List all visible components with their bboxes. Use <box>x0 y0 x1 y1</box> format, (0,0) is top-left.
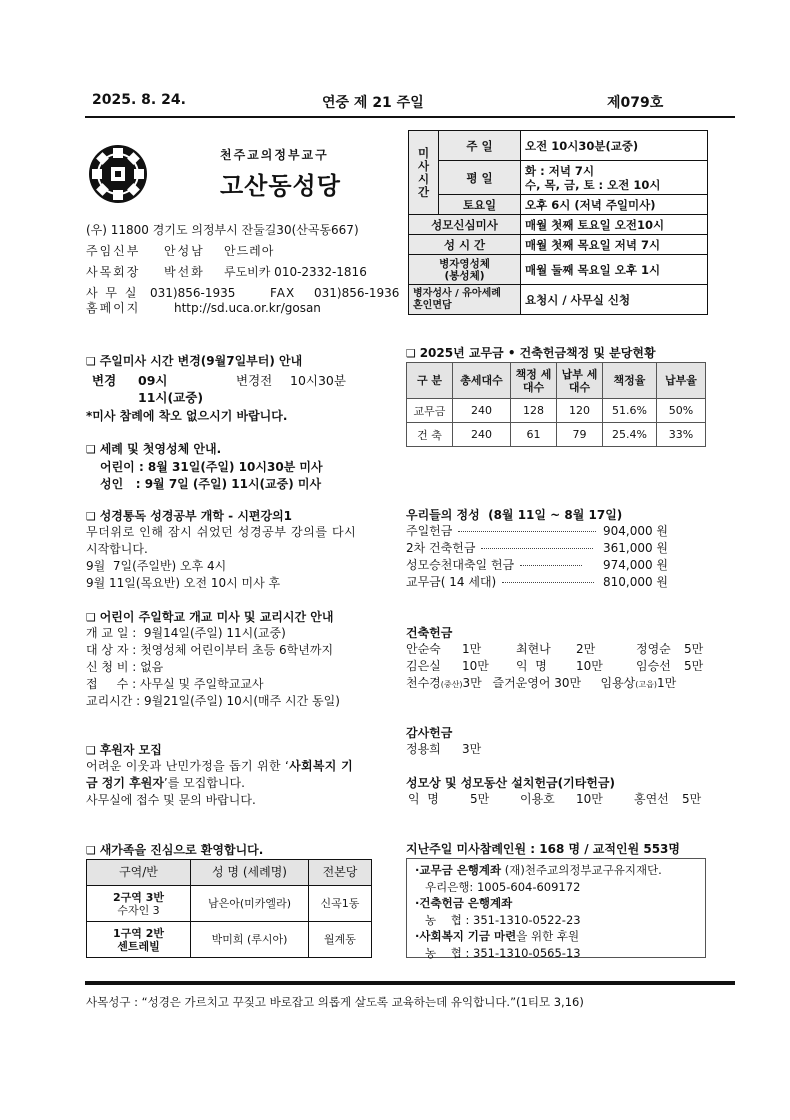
mass-label-sunday: 주 일 <box>439 131 521 161</box>
table-row <box>407 423 706 447</box>
notice-school-title: ❑ 어린이 주일학교 개교 미사 및 교리시간 안내 <box>86 608 340 625</box>
donor-parish: (중산) <box>440 680 463 689</box>
statue-title: 성모상 및 성모동산 설치헌금(기타헌금) <box>406 776 615 790</box>
donor-name: 임승선 <box>636 659 671 673</box>
pastor-baptism: 안드레아 <box>224 244 275 258</box>
pastor-name: 안성남 <box>164 244 205 258</box>
account-3-number: 농 협 : 351-1310-0565-13 <box>425 945 581 960</box>
address: (우) 11800 경기도 의정부시 잔둘길30(산곡동667) <box>86 223 359 237</box>
offering-label: 2차 건축헌금 <box>406 541 476 555</box>
contrib-cell: 51.6% <box>603 399 657 423</box>
mass-label-marian: 성모신심미사 <box>409 215 521 235</box>
sponsor-line1-b: 사회복지 기 <box>289 759 354 773</box>
account-2 <box>415 895 697 912</box>
sponsor-line2-a: 금 정기 후원자 <box>86 776 164 790</box>
building-row <box>406 675 706 693</box>
liturgical-title: 연중 제 21 주일 <box>322 95 424 111</box>
newfam-name: 박미희 (루시아) <box>191 922 309 958</box>
council-name: 박선화 <box>164 265 205 279</box>
notice-mass-title: ❑ 주일미사 시간 변경(9월7일부터) 안내 <box>86 352 346 369</box>
building-offering-section <box>406 624 706 693</box>
donor-name: 천수경 <box>406 676 441 690</box>
newfam-header-name: 성 명 (세례명) <box>191 860 309 886</box>
mass-label-saturday: 토요일 <box>439 195 521 215</box>
mass-label-holy-hour: 성 시 간 <box>409 235 521 255</box>
school-line2: 대 상 자 : 첫영성체 어린이부터 초등 6학년까지 <box>86 643 334 657</box>
mass-times-table <box>408 130 708 315</box>
notice-sponsor-title: ❑ 후원자 모집 <box>86 741 353 758</box>
contrib-cell: 240 <box>453 399 511 423</box>
contrib-header-paid: 납부 세대수 <box>557 363 603 399</box>
issue-number: 제079호 <box>607 95 664 111</box>
bulletin-date: 2025. 8. 24. <box>92 92 186 108</box>
bible-line2: 시작합니다. <box>86 542 148 556</box>
thanks-row <box>406 741 481 758</box>
bank-accounts-box <box>406 858 706 958</box>
baptism-children: 어린이 : 8월 31일(주일) 10시30분 미사 <box>100 460 323 474</box>
offering-amount: 361,000 원 <box>602 541 668 555</box>
mass-group-text: 미 사 시 간 <box>417 145 430 199</box>
mass-label-sick-communion <box>409 255 521 285</box>
donor-name: 김은실 <box>406 659 441 673</box>
building-row <box>406 658 706 675</box>
donor-name: 익 명 <box>516 659 547 673</box>
office-label: 사 무 실 <box>86 286 139 300</box>
donor-name: 홍연선 <box>634 792 669 806</box>
thanks-offering-section <box>406 724 481 758</box>
account-2-number: 농 협 : 351-1310-0522-23 <box>425 912 581 927</box>
mass-value-sacraments: 요청시 / 사무실 신청 <box>521 285 708 315</box>
offering-label: 교무금( 14 세대) <box>406 575 497 589</box>
weekday-line1: 화 : 저녁 7시 <box>525 163 595 178</box>
sacraments-line1: 병자성사 / 유아세례 <box>413 287 501 299</box>
mass-value-weekday <box>521 161 708 195</box>
donor-amount: 5만 <box>684 642 704 656</box>
change-time: 09시 <box>138 373 168 388</box>
sponsor-line1 <box>86 758 353 775</box>
mass-label-weekday: 평 일 <box>439 161 521 195</box>
offering-row <box>406 574 706 591</box>
contrib-cell: 33% <box>657 423 706 447</box>
notice-sponsor <box>86 741 353 809</box>
sick-communion-line2: (봉성체) <box>444 269 485 282</box>
council-row <box>86 262 399 283</box>
header-divider <box>85 116 735 118</box>
donor-amount: 5만 <box>684 659 704 673</box>
donor-name: 이용호 <box>520 792 555 806</box>
offering-row <box>406 557 706 574</box>
newfam-zone-line2: 수자인 3 <box>117 903 160 917</box>
table-row <box>87 922 372 958</box>
bible-line3: 9월 7일(주일반) 오후 4시 <box>86 559 227 573</box>
mass-value-saturday: 오후 6시 (저녁 주일미사) <box>521 195 708 215</box>
contrib-cell: 50% <box>657 399 706 423</box>
account-1-owner: (재)천주교의정부교구유지재단. <box>501 863 662 877</box>
donor-amount: 10만 <box>462 659 489 673</box>
notice-sunday-school <box>86 608 340 710</box>
offering-label: 주일헌금 <box>406 524 453 538</box>
sick-communion-line1: 병자영성체 <box>439 257 490 270</box>
parish-info <box>86 220 399 316</box>
newfam-header-prev: 전본당 <box>309 860 372 886</box>
council-label: 사목회장 <box>86 265 141 279</box>
account-1-number: 우리은행: 1005-604-609172 <box>425 879 581 894</box>
account-1 <box>415 862 697 879</box>
school-line5: 교리시간 : 9월21일(주일) 10시(매주 시간 동일) <box>86 694 340 708</box>
offerings-section <box>406 506 706 591</box>
sponsor-line2 <box>86 775 353 792</box>
donor-name: 익 명 <box>408 792 439 806</box>
school-line1: 개 교 일 : 9월14일(주일) 11시(교중) <box>86 626 286 640</box>
newfam-header-zone: 구역/반 <box>87 860 191 886</box>
pastoral-motto: 사목성구 : “성경은 가르치고 꾸짖고 바로잡고 의롭게 살도록 교육하는데 유익합니다.”(1티모 3,16) <box>86 995 584 1009</box>
contrib-cell: 교무금 <box>407 399 453 423</box>
contrib-cell: 61 <box>511 423 557 447</box>
contrib-cell: 25.4% <box>603 423 657 447</box>
table-row <box>407 399 706 423</box>
contrib-cell: 128 <box>511 399 557 423</box>
donor-name: 정용희 <box>406 742 441 756</box>
donor-amount: 3만 <box>462 676 482 690</box>
donor-parish: (고읍) <box>635 680 657 689</box>
offering-label: 성모승천대축일 헌금 <box>406 558 515 572</box>
statue-row <box>406 791 706 808</box>
contrib-header-pay-rate: 납부율 <box>657 363 706 399</box>
sacraments-line2: 혼인면담 <box>413 299 452 311</box>
offering-row <box>406 523 706 540</box>
bible-line4: 9월 11일(목요반) 오전 10시 미사 후 <box>86 576 281 590</box>
newfam-zone-line1: 2구역 3반 <box>112 890 164 904</box>
mass-label-sacraments <box>409 285 521 315</box>
contrib-header-assigned: 책정 세대수 <box>511 363 557 399</box>
building-row <box>406 641 706 658</box>
contrib-title: ❑ 2025년 교무금 • 건축헌금책정 및 분당현황 <box>406 344 656 361</box>
baptism-adults: 성인 : 9월 7일 (주일) 11시(교중) 미사 <box>100 477 322 491</box>
parish-name: 고산동성당 <box>220 172 341 200</box>
sponsor-line3: 사무실에 접수 및 문의 바랍니다. <box>86 793 256 807</box>
new-family-title: ❑ 새가족을 진심으로 환영합니다. <box>86 841 263 858</box>
donor-name: 정영순 <box>636 642 671 656</box>
contrib-header-total: 총세대수 <box>453 363 511 399</box>
homepage-link[interactable]: http://sd.uca.or.kr/gosan <box>174 301 321 315</box>
school-line3: 신 청 비 : 없음 <box>86 660 164 674</box>
newfam-zone-line2: 센트레빌 <box>117 939 160 953</box>
notice-mass-change <box>86 352 346 425</box>
donor-entry: 즐거운영어 30만 <box>492 676 582 690</box>
sponsor-line2-b: ’를 모집합니다. <box>163 776 245 790</box>
school-line4: 접 수 : 사무실 및 주일학교교사 <box>86 677 264 691</box>
contrib-cell: 79 <box>557 423 603 447</box>
homepage-label: 홈페이지 <box>86 301 141 315</box>
office-phone: 031)856-1935 <box>150 286 236 300</box>
account-2-label: ·건축헌금 은행계좌 <box>415 896 513 910</box>
donor-name: 임용상 <box>600 676 636 690</box>
donor-name: 안순숙 <box>406 642 441 656</box>
change-label: 변경 <box>92 373 117 388</box>
donor-amount: 2만 <box>576 642 596 656</box>
newfam-zone <box>87 922 191 958</box>
mass-value-sick-communion: 매월 둘째 목요일 오후 1시 <box>521 255 708 285</box>
weekday-line2: 수, 목, 금, 토 : 오전 10시 <box>525 177 661 192</box>
donor-amount: 10만 <box>576 792 603 806</box>
fax-number: 031)856-1936 <box>314 286 400 300</box>
sponsor-line1-a: 어려운 이웃과 난민가정을 돕기 위한 ‘ <box>86 759 290 773</box>
contrib-cell: 건 축 <box>407 423 453 447</box>
pastor-row <box>86 241 399 262</box>
offerings-title-text: 우리들의 정성 <box>406 508 480 522</box>
offering-amount: 974,000 원 <box>602 558 668 572</box>
before-time: 10시30분 <box>290 373 346 388</box>
table-row <box>87 886 372 922</box>
new-family-table <box>86 859 372 958</box>
mass-value-marian: 매월 첫째 토요일 오전10시 <box>521 215 708 235</box>
account-1-label: ·교무금 은행계좌 <box>415 863 502 877</box>
diocese-name: 천주교의정부교구 <box>220 148 329 162</box>
mass-group-label <box>409 131 439 215</box>
pastor-label: 주임신부 <box>86 244 141 258</box>
newfam-zone <box>87 886 191 922</box>
footer-divider <box>85 981 735 985</box>
newfam-name: 남은아(미카엘라) <box>191 886 309 922</box>
donor-amount: 1만 <box>656 676 677 690</box>
donor-amount: 10만 <box>576 659 603 673</box>
notice-bible <box>86 507 356 592</box>
contrib-header-type: 구 분 <box>407 363 453 399</box>
change-time-2: 11시(교중) <box>138 390 204 405</box>
donor-amount: 1만 <box>462 642 482 656</box>
contrib-cell: 240 <box>453 423 511 447</box>
contrib-header-assign-rate: 책정율 <box>603 363 657 399</box>
offerings-title <box>406 506 706 523</box>
newfam-prev: 신곡1동 <box>309 886 372 922</box>
account-3-suffix: 을 위한 후원 <box>516 929 580 943</box>
offering-amount: 904,000 원 <box>602 524 668 538</box>
donor-amount: 3만 <box>462 742 482 756</box>
parish-logo-icon <box>88 144 148 204</box>
notice-mass-change-row <box>86 372 346 389</box>
thanks-title: 감사헌금 <box>406 726 453 740</box>
notice-baptism <box>86 440 323 493</box>
building-title: 건축헌금 <box>406 626 453 640</box>
mass-value-holy-hour: 매월 첫째 목요일 저녁 7시 <box>521 235 708 255</box>
notice-baptism-title: ❑ 세례 및 첫영성체 안내. <box>86 440 323 457</box>
notice-bible-title: ❑ 성경통독 성경공부 개학 - 시편강의1 <box>86 507 356 524</box>
contribution-status-table <box>406 362 706 447</box>
fax-label: FAX <box>270 286 296 300</box>
bible-line1: 무더위로 인해 잠시 쉬었던 성경공부 강의를 다시 <box>86 525 357 539</box>
council-info: 루도비카 010-2332-1816 <box>224 265 367 279</box>
donor-amount: 5만 <box>682 792 702 806</box>
notice-mass-note: *미사 참례에 착오 없으시기 바랍니다. <box>86 409 288 423</box>
offering-row <box>406 540 706 557</box>
mass-value-sunday: 오전 10시30분(교중) <box>521 131 708 161</box>
attendance-text: 지난주일 미사참례인원 : 168 명 / 교적인원 553명 <box>406 842 680 856</box>
statue-offering-section <box>406 774 706 808</box>
donor-amount: 5만 <box>470 792 490 806</box>
account-3-label: ·사회복지 기금 마련 <box>415 929 517 943</box>
offering-amount: 810,000 원 <box>602 575 668 589</box>
donor-name: 최현나 <box>516 642 551 656</box>
account-3 <box>415 928 697 945</box>
offerings-period: (8월 11일 ~ 8월 17일) <box>488 508 623 522</box>
before-label: 변경전 <box>236 373 273 388</box>
newfam-prev: 월계동 <box>309 922 372 958</box>
contrib-cell: 120 <box>557 399 603 423</box>
newfam-zone-line1: 1구역 2반 <box>112 926 164 940</box>
